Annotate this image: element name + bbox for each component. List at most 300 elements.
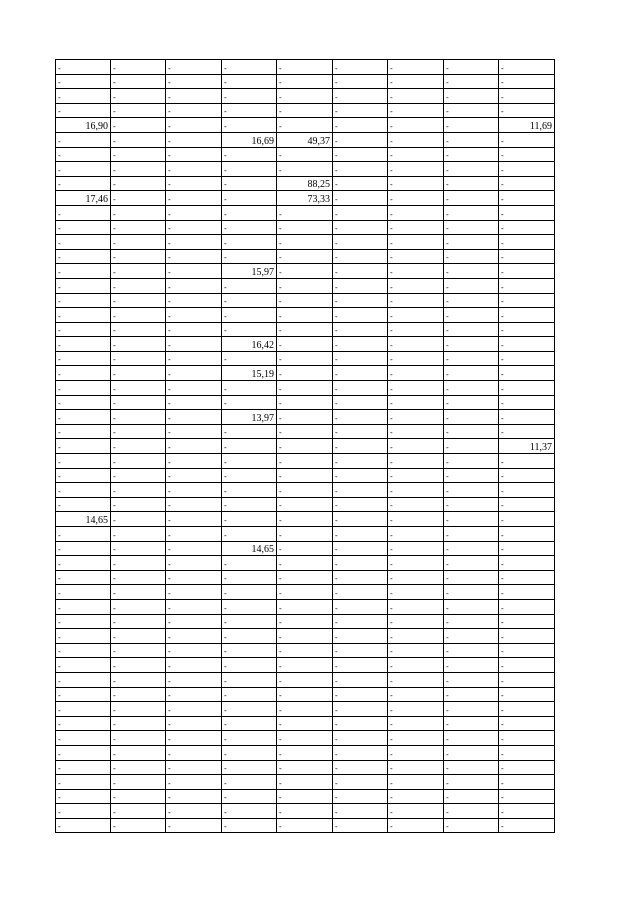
table-cell: - — [499, 103, 555, 118]
table-cell: - — [499, 468, 555, 483]
table-cell: - — [111, 147, 166, 162]
table-cell: - — [388, 278, 444, 293]
table-cell: - — [388, 162, 444, 177]
table-cell: - — [56, 337, 111, 352]
table-cell: - — [166, 74, 222, 89]
table-cell: - — [166, 818, 222, 833]
table-cell: - — [56, 351, 111, 366]
table-cell: - — [56, 672, 111, 687]
table-cell: - — [499, 351, 555, 366]
table-cell: - — [388, 191, 444, 206]
table-cell: - — [56, 687, 111, 702]
table-cell: - — [388, 235, 444, 250]
table-cell: - — [222, 556, 277, 571]
table-cell: 14,65 — [222, 541, 277, 556]
table-cell: - — [499, 541, 555, 556]
table-cell: - — [444, 745, 499, 760]
table-cell: - — [277, 789, 333, 804]
table-cell: - — [277, 60, 333, 75]
table-cell: - — [56, 89, 111, 104]
table-cell: - — [56, 278, 111, 293]
table-cell: - — [111, 60, 166, 75]
table-cell: - — [388, 818, 444, 833]
table-cell: - — [388, 760, 444, 775]
table-cell: - — [166, 293, 222, 308]
table-cell: 16,69 — [222, 132, 277, 147]
table-cell: - — [333, 191, 388, 206]
table-cell: - — [166, 366, 222, 381]
table-cell: - — [499, 745, 555, 760]
table-cell: - — [444, 702, 499, 717]
table-cell: - — [388, 599, 444, 614]
table-cell: - — [444, 599, 499, 614]
table-cell: - — [166, 497, 222, 512]
table-cell: - — [388, 570, 444, 585]
table-cell: - — [499, 483, 555, 498]
table-cell: - — [388, 337, 444, 352]
table-row — [56, 118, 555, 133]
table-cell: - — [333, 702, 388, 717]
table-cell: - — [333, 818, 388, 833]
table-cell: - — [111, 716, 166, 731]
table-cell: - — [277, 337, 333, 352]
table-row — [56, 322, 555, 337]
table-cell: - — [277, 381, 333, 396]
table-cell: - — [333, 132, 388, 147]
table-cell: - — [333, 497, 388, 512]
table-cell: - — [499, 672, 555, 687]
table-cell: - — [111, 731, 166, 746]
table-cell: - — [56, 731, 111, 746]
table-row — [56, 556, 555, 571]
table-cell: - — [444, 818, 499, 833]
table-cell: - — [333, 527, 388, 542]
table-cell: - — [388, 249, 444, 264]
table-cell: - — [111, 687, 166, 702]
table-cell: - — [277, 775, 333, 790]
table-cell: - — [166, 322, 222, 337]
table-cell: - — [111, 497, 166, 512]
table-cell: - — [277, 512, 333, 527]
table-cell: - — [56, 629, 111, 644]
table-row — [56, 410, 555, 425]
table-cell: - — [222, 103, 277, 118]
table-cell: - — [111, 570, 166, 585]
table-row — [56, 614, 555, 629]
table-cell: - — [388, 789, 444, 804]
table-cell: - — [499, 366, 555, 381]
table-cell: - — [222, 512, 277, 527]
table-cell: 73,33 — [277, 191, 333, 206]
table-cell: - — [333, 687, 388, 702]
table-cell: - — [56, 322, 111, 337]
table-cell: - — [388, 176, 444, 191]
table-cell: - — [388, 132, 444, 147]
table-cell: - — [277, 556, 333, 571]
table-row — [56, 395, 555, 410]
table-cell: - — [499, 687, 555, 702]
table-cell: - — [111, 395, 166, 410]
table-cell: - — [222, 570, 277, 585]
table-cell: - — [166, 308, 222, 323]
table-cell: - — [277, 308, 333, 323]
table-cell: - — [222, 162, 277, 177]
table-cell: - — [111, 337, 166, 352]
table-cell: - — [499, 789, 555, 804]
table-cell: - — [333, 629, 388, 644]
table-cell: - — [333, 454, 388, 469]
table-cell: - — [222, 643, 277, 658]
table-cell: - — [222, 322, 277, 337]
table-cell: - — [222, 351, 277, 366]
table-cell: - — [222, 118, 277, 133]
table-row — [56, 424, 555, 439]
table-cell: - — [333, 366, 388, 381]
table-row — [56, 512, 555, 527]
table-cell: - — [333, 439, 388, 454]
table-cell: - — [56, 395, 111, 410]
table-cell: - — [277, 541, 333, 556]
table-cell: - — [111, 205, 166, 220]
table-cell: - — [444, 278, 499, 293]
table-cell: - — [222, 716, 277, 731]
table-cell: - — [222, 293, 277, 308]
table-cell: - — [166, 454, 222, 469]
table-row — [56, 745, 555, 760]
table-cell: - — [499, 249, 555, 264]
table-cell: - — [222, 687, 277, 702]
table-cell: - — [499, 162, 555, 177]
table-cell: - — [444, 191, 499, 206]
table-cell: - — [56, 468, 111, 483]
table-cell: - — [111, 132, 166, 147]
table-cell: 13,97 — [222, 410, 277, 425]
table-cell: - — [111, 235, 166, 250]
table-row — [56, 716, 555, 731]
table-cell: - — [56, 147, 111, 162]
table-cell: - — [444, 541, 499, 556]
table-cell: - — [277, 731, 333, 746]
table-cell: - — [166, 804, 222, 819]
table-cell: - — [277, 804, 333, 819]
table-cell: - — [333, 570, 388, 585]
data-table — [55, 59, 555, 833]
table-cell: - — [444, 672, 499, 687]
table-cell: - — [388, 351, 444, 366]
table-cell: - — [166, 337, 222, 352]
table-cell: - — [277, 818, 333, 833]
table-cell: - — [111, 308, 166, 323]
table-cell: - — [388, 308, 444, 323]
table-cell: - — [166, 205, 222, 220]
table-cell: - — [166, 89, 222, 104]
table-cell: - — [111, 512, 166, 527]
table-cell: - — [444, 89, 499, 104]
table-cell: - — [333, 337, 388, 352]
table-cell: - — [56, 775, 111, 790]
table-cell: - — [388, 556, 444, 571]
table-cell: - — [444, 322, 499, 337]
table-cell: - — [277, 147, 333, 162]
table-cell: - — [499, 454, 555, 469]
table-cell: - — [499, 702, 555, 717]
table-cell: - — [333, 322, 388, 337]
table-row — [56, 439, 555, 454]
table-cell: - — [388, 614, 444, 629]
table-cell: - — [56, 745, 111, 760]
table-cell: - — [333, 643, 388, 658]
table-cell: - — [333, 205, 388, 220]
table-cell: - — [222, 235, 277, 250]
table-cell: 49,37 — [277, 132, 333, 147]
table-cell: - — [166, 731, 222, 746]
table-row — [56, 468, 555, 483]
table-cell: - — [222, 731, 277, 746]
table-cell: - — [166, 527, 222, 542]
table-cell: - — [499, 74, 555, 89]
table-cell: - — [333, 599, 388, 614]
table-cell: - — [166, 410, 222, 425]
table-cell: - — [388, 468, 444, 483]
table-cell: - — [333, 74, 388, 89]
table-cell: - — [444, 249, 499, 264]
table-cell: - — [111, 629, 166, 644]
table-cell: - — [277, 278, 333, 293]
table-cell: - — [333, 512, 388, 527]
table-cell: - — [499, 381, 555, 396]
table-cell: - — [333, 716, 388, 731]
table-cell: - — [499, 424, 555, 439]
table-cell: - — [222, 614, 277, 629]
table-cell: - — [111, 760, 166, 775]
table-cell: - — [166, 760, 222, 775]
table-cell: - — [277, 162, 333, 177]
table-cell: - — [333, 672, 388, 687]
table-cell: - — [388, 205, 444, 220]
table-cell: - — [499, 570, 555, 585]
table-cell: - — [444, 468, 499, 483]
table-cell: - — [388, 643, 444, 658]
table-cell: 15,97 — [222, 264, 277, 279]
table-cell: - — [499, 278, 555, 293]
table-row — [56, 760, 555, 775]
table-cell: - — [388, 745, 444, 760]
table-cell: - — [166, 702, 222, 717]
table-cell: - — [388, 483, 444, 498]
table-cell: - — [222, 205, 277, 220]
table-cell: - — [56, 454, 111, 469]
table-cell: - — [56, 235, 111, 250]
table-cell: - — [111, 103, 166, 118]
table-cell: - — [222, 804, 277, 819]
table-cell: - — [499, 556, 555, 571]
table-row — [56, 570, 555, 585]
table-cell: - — [499, 191, 555, 206]
table-row — [56, 541, 555, 556]
table-cell: - — [222, 176, 277, 191]
table-cell: - — [388, 541, 444, 556]
table-cell: - — [388, 381, 444, 396]
table-cell: - — [333, 308, 388, 323]
table-cell: - — [333, 804, 388, 819]
table-cell: - — [444, 643, 499, 658]
table-cell: - — [333, 235, 388, 250]
table-cell: - — [111, 366, 166, 381]
table-cell: - — [111, 468, 166, 483]
table-cell: - — [499, 818, 555, 833]
table-cell: - — [56, 249, 111, 264]
table-row — [56, 381, 555, 396]
table-cell: - — [499, 599, 555, 614]
table-cell: - — [277, 468, 333, 483]
table-cell: - — [222, 599, 277, 614]
table-cell: - — [388, 672, 444, 687]
table-cell: - — [222, 191, 277, 206]
table-cell: - — [388, 89, 444, 104]
table-cell: - — [333, 731, 388, 746]
table-cell: - — [222, 308, 277, 323]
table-cell: - — [111, 191, 166, 206]
table-cell: - — [277, 410, 333, 425]
table-cell: - — [499, 804, 555, 819]
table-cell: - — [56, 176, 111, 191]
table-cell: - — [444, 585, 499, 600]
table-cell: - — [388, 60, 444, 75]
table-cell: - — [222, 775, 277, 790]
table-cell: - — [111, 89, 166, 104]
table-row — [56, 337, 555, 352]
table-cell: - — [166, 599, 222, 614]
table-cell: - — [222, 702, 277, 717]
table-row — [56, 191, 555, 206]
table-cell: - — [499, 410, 555, 425]
table-cell: - — [388, 439, 444, 454]
table-row — [56, 264, 555, 279]
table-cell: - — [444, 176, 499, 191]
table-cell: - — [56, 483, 111, 498]
table-cell: - — [111, 804, 166, 819]
table-cell: - — [111, 789, 166, 804]
table-cell: - — [333, 220, 388, 235]
table-cell: - — [111, 176, 166, 191]
table-cell: - — [166, 556, 222, 571]
table-row — [56, 132, 555, 147]
table-row — [56, 162, 555, 177]
table-cell: - — [56, 818, 111, 833]
table-cell: 16,90 — [56, 118, 111, 133]
table-cell: - — [56, 789, 111, 804]
table-cell: - — [444, 162, 499, 177]
table-row — [56, 731, 555, 746]
table-cell: - — [111, 118, 166, 133]
table-cell: - — [499, 731, 555, 746]
table-cell: - — [222, 439, 277, 454]
table-cell: - — [166, 264, 222, 279]
table-cell: - — [444, 629, 499, 644]
table-cell: - — [166, 629, 222, 644]
table-cell: - — [111, 220, 166, 235]
table-cell: - — [499, 658, 555, 673]
table-cell: - — [444, 103, 499, 118]
table-cell: - — [166, 220, 222, 235]
table-row — [56, 60, 555, 75]
table-cell: - — [222, 745, 277, 760]
table-row — [56, 585, 555, 600]
table-cell: - — [388, 687, 444, 702]
table-cell: - — [388, 424, 444, 439]
table-cell: - — [388, 731, 444, 746]
table-cell: - — [388, 629, 444, 644]
table-cell: - — [277, 264, 333, 279]
table-cell: - — [388, 585, 444, 600]
table-cell: - — [56, 410, 111, 425]
table-cell: - — [111, 614, 166, 629]
table-cell: - — [388, 118, 444, 133]
table-cell: - — [333, 745, 388, 760]
table-cell: - — [111, 278, 166, 293]
table-cell: - — [388, 716, 444, 731]
table-cell: - — [444, 556, 499, 571]
table-cell: - — [277, 702, 333, 717]
table-cell: - — [388, 322, 444, 337]
table-cell: - — [277, 745, 333, 760]
table-cell: - — [56, 308, 111, 323]
table-row — [56, 89, 555, 104]
table-cell: - — [333, 395, 388, 410]
table-cell: - — [444, 804, 499, 819]
table-cell: - — [166, 162, 222, 177]
table-cell: - — [111, 599, 166, 614]
table-cell: - — [388, 702, 444, 717]
table-cell: - — [388, 395, 444, 410]
table-cell: - — [333, 658, 388, 673]
table-cell: - — [499, 308, 555, 323]
table-cell: - — [111, 264, 166, 279]
table-cell: - — [111, 162, 166, 177]
table-cell: - — [166, 643, 222, 658]
table-cell: - — [499, 264, 555, 279]
table-cell: - — [499, 716, 555, 731]
table-cell: - — [111, 410, 166, 425]
table-cell: - — [277, 366, 333, 381]
table-cell: - — [333, 351, 388, 366]
table-cell: 16,42 — [222, 337, 277, 352]
table-cell: - — [222, 789, 277, 804]
table-cell: - — [166, 585, 222, 600]
table-cell: - — [166, 191, 222, 206]
table-cell: - — [499, 337, 555, 352]
table-cell: - — [56, 614, 111, 629]
table-cell: - — [56, 205, 111, 220]
table-cell: - — [277, 599, 333, 614]
table-cell: - — [444, 381, 499, 396]
table-body — [56, 60, 555, 833]
table-cell: - — [333, 89, 388, 104]
table-cell: - — [333, 249, 388, 264]
table-cell: - — [388, 454, 444, 469]
table-cell: - — [56, 162, 111, 177]
table-cell: - — [444, 351, 499, 366]
table-cell: - — [388, 804, 444, 819]
table-cell: - — [56, 599, 111, 614]
table-row — [56, 351, 555, 366]
table-cell: - — [333, 556, 388, 571]
table-cell: - — [444, 760, 499, 775]
table-cell: - — [166, 351, 222, 366]
table-cell: - — [277, 395, 333, 410]
table-cell: - — [499, 147, 555, 162]
table-row — [56, 658, 555, 673]
